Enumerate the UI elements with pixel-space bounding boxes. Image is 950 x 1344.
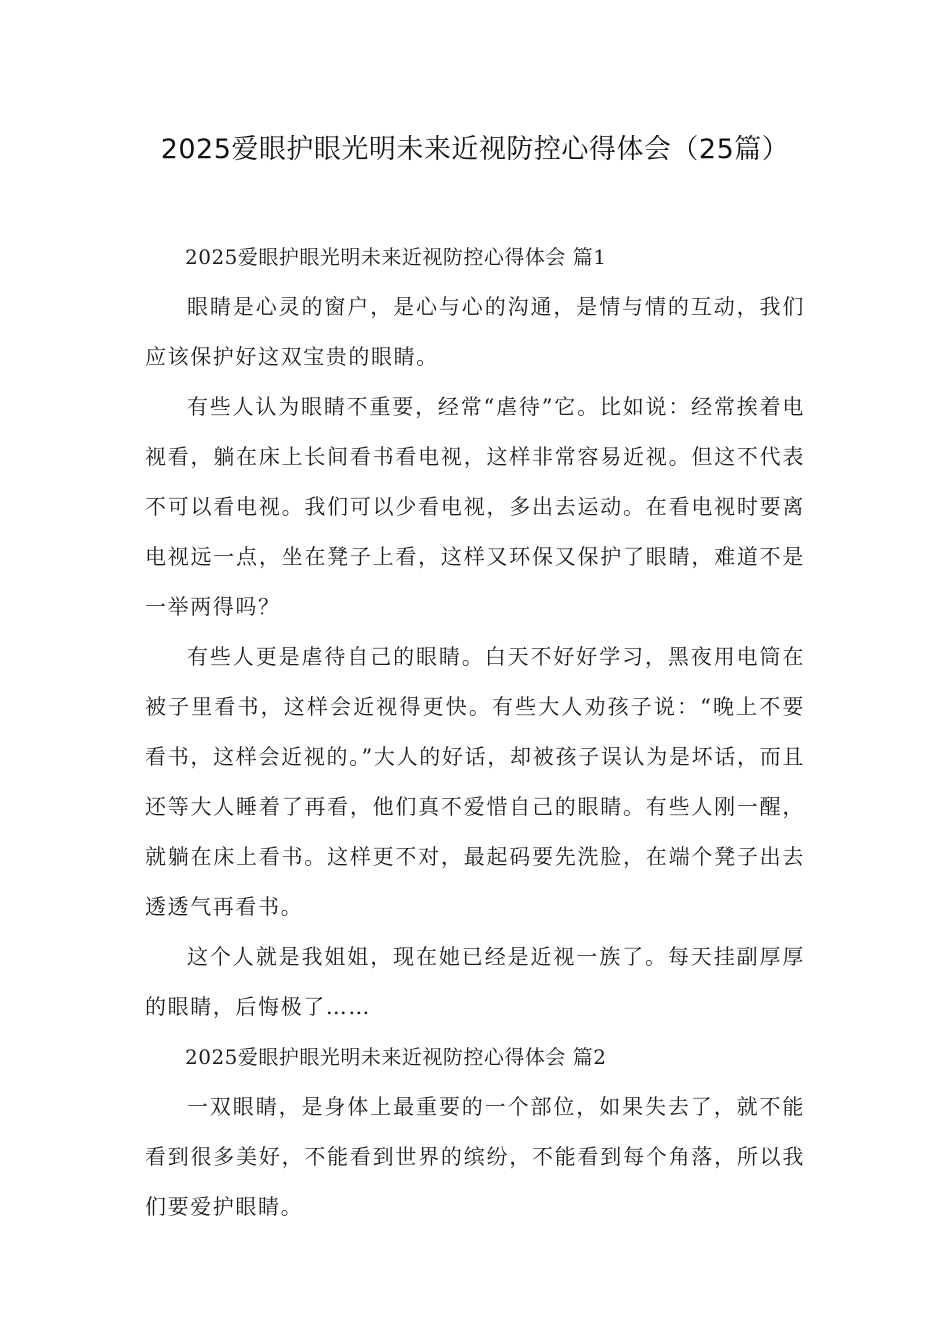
paragraph: 有些人认为眼睛不重要，经常“虐待”它。比如说：经常挨着电视看，躺在床上长间看书看电视，这样非常容易近视。但这不代表不可以看电视。我们可以少看电视，多出去运动。在看电视时要离电视远一点，坐在凳子上看，这样又环保又保护了眼睛，难道不是一举两得吗？ xyxy=(145,395,805,619)
document-body xyxy=(145,232,805,1232)
document-title: 2025爱眼护眼光明未来近视防控心得体会（25篇） xyxy=(160,134,790,165)
paragraph: 有些人更是虐待自己的眼睛。白天不好好学习，黑夜用电筒在被子里看书，这样会近视得更快。有些大人劝孩子说：“晚上不要看书，这样会近视的。”大人的好话，却被孩子误认为是坏话，而且还等大人睡着了再看，他们真不爱惜自己的眼睛。有些人刚一醒，就躺在床上看书。这样更不对，最起码要先洗脸，在端个凳子出去透透气再看书。 xyxy=(145,645,805,919)
paragraph: 这个人就是我姐姐，现在她已经是近视一族了。每天挂副厚厚的眼睛，后悔极了…… xyxy=(145,945,805,1019)
paragraph: 眼睛是心灵的窗户，是心与心的沟通，是情与情的互动，我们应该保护好这双宝贵的眼睛。 xyxy=(145,295,805,369)
section-heading: 2025爱眼护眼光明未来近视防控心得体会 篇2 xyxy=(185,1045,607,1069)
paragraph: 一双眼睛，是身体上最重要的一个部位，如果失去了，就不能看到很多美好，不能看到世界的缤纷，不能看到每个角落，所以我们要爱护眼睛。 xyxy=(145,1095,805,1219)
section-heading: 2025爱眼护眼光明未来近视防控心得体会 篇1 xyxy=(185,245,607,269)
